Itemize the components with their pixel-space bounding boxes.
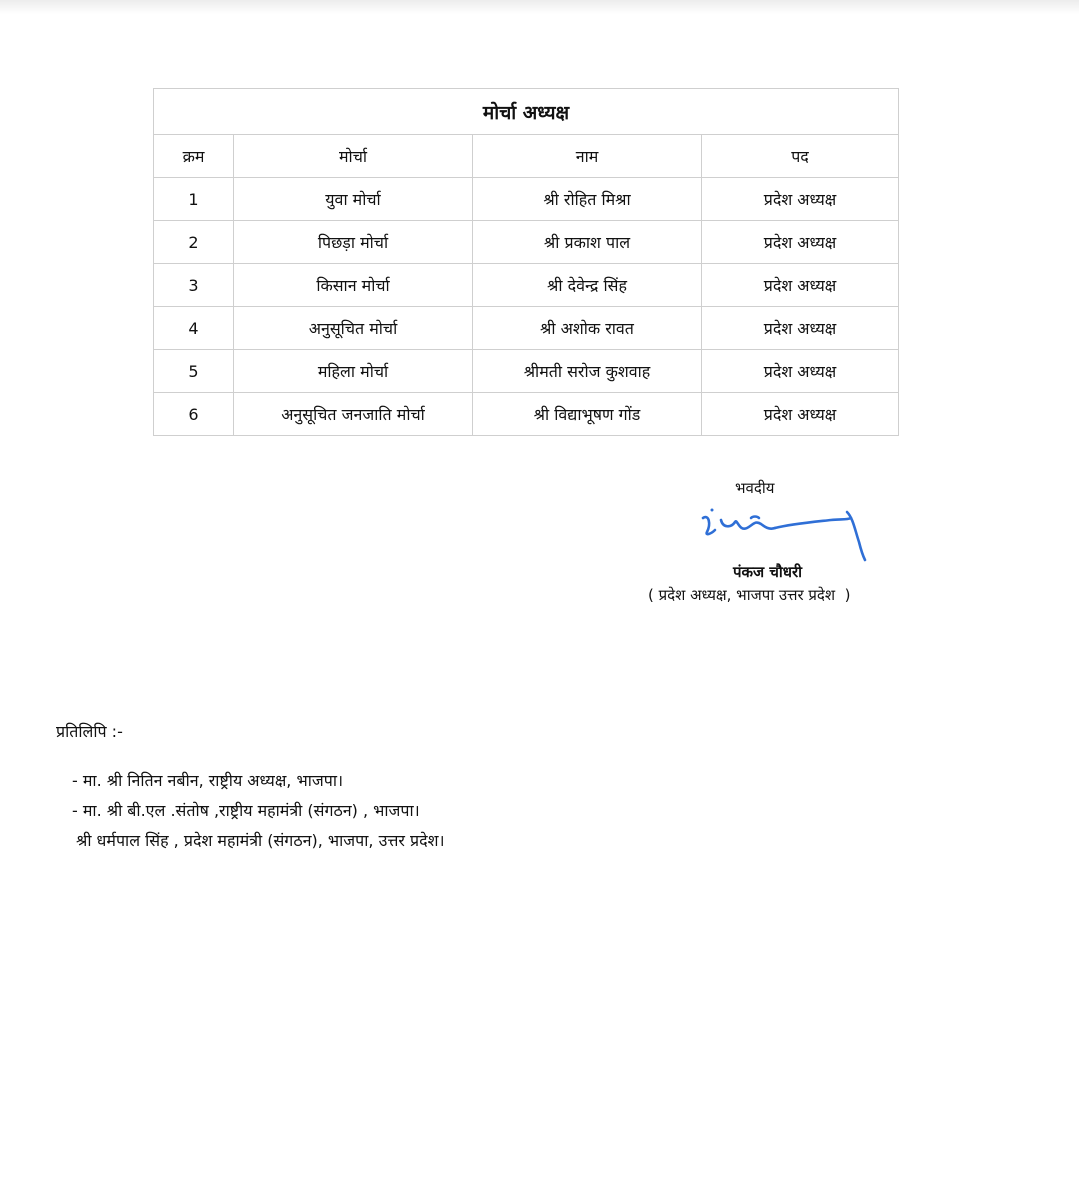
cell-post: प्रदेश अध्यक्ष: [702, 178, 899, 221]
signature-strokes: [703, 509, 865, 561]
cell-post: प्रदेश अध्यक्ष: [702, 307, 899, 350]
morcha-table: [153, 88, 899, 436]
cell-name: श्री विद्याभूषण गोंड: [473, 393, 702, 436]
cell-morcha: अनुसूचित जनजाति मोर्चा: [234, 393, 473, 436]
cell-name: श्री रोहित मिश्रा: [473, 178, 702, 221]
cell-post: प्रदेश अध्यक्ष: [702, 393, 899, 436]
cell-morcha: युवा मोर्चा: [234, 178, 473, 221]
cell-morcha: किसान मोर्चा: [234, 264, 473, 307]
top-shadow: [0, 0, 1079, 14]
cell-name: श्रीमती सरोज कुशवाह: [473, 350, 702, 393]
cell-serial: 2: [154, 221, 234, 264]
header-name: नाम: [473, 135, 702, 178]
table-header-row: [154, 135, 899, 178]
cell-post: प्रदेश अध्यक्ष: [702, 221, 899, 264]
copy-item-2: - मा. श्री बी.एल .संतोष ,राष्ट्रीय महामंत्री (संगठन) , भाजपा।: [72, 801, 420, 820]
signature-block: [600, 470, 930, 610]
signatory-designation: ( प्रदेश अध्यक्ष, भाजपा उत्तर प्रदेश ): [648, 586, 851, 604]
table-title: मोर्चा अध्यक्ष: [154, 89, 899, 135]
table-row: [154, 393, 899, 436]
cell-serial: 3: [154, 264, 234, 307]
copy-item-1: - मा. श्री नितिन नबीन, राष्ट्रीय अध्यक्ष, भाजपा।: [72, 771, 344, 790]
cell-serial: 4: [154, 307, 234, 350]
table-row: [154, 178, 899, 221]
cell-post: प्रदेश अध्यक्ष: [702, 264, 899, 307]
cell-morcha: अनुसूचित मोर्चा: [234, 307, 473, 350]
cell-morcha: पिछड़ा मोर्चा: [234, 221, 473, 264]
copy-heading: प्रतिलिपि :-: [56, 722, 123, 741]
cell-name: श्री अशोक रावत: [473, 307, 702, 350]
cell-morcha: महिला मोर्चा: [234, 350, 473, 393]
salutation: भवदीय: [735, 479, 775, 497]
header-morcha: मोर्चा: [234, 135, 473, 178]
table-row: [154, 221, 899, 264]
cell-post: प्रदेश अध्यक्ष: [702, 350, 899, 393]
table-row: [154, 350, 899, 393]
header-serial: क्रम: [154, 135, 234, 178]
cell-serial: 6: [154, 393, 234, 436]
table-row: [154, 307, 899, 350]
handwritten-signature: [695, 498, 875, 568]
cell-name: श्री देवेन्द्र सिंह: [473, 264, 702, 307]
cell-serial: 1: [154, 178, 234, 221]
cell-name: श्री प्रकाश पाल: [473, 221, 702, 264]
signatory-name: पंकज चौधरी: [733, 563, 803, 581]
cell-serial: 5: [154, 350, 234, 393]
copy-item-3: श्री धर्मपाल सिंह , प्रदेश महामंत्री (संगठन), भाजपा, उत्तर प्रदेश।: [76, 831, 445, 850]
header-post: पद: [702, 135, 899, 178]
table-row: [154, 264, 899, 307]
